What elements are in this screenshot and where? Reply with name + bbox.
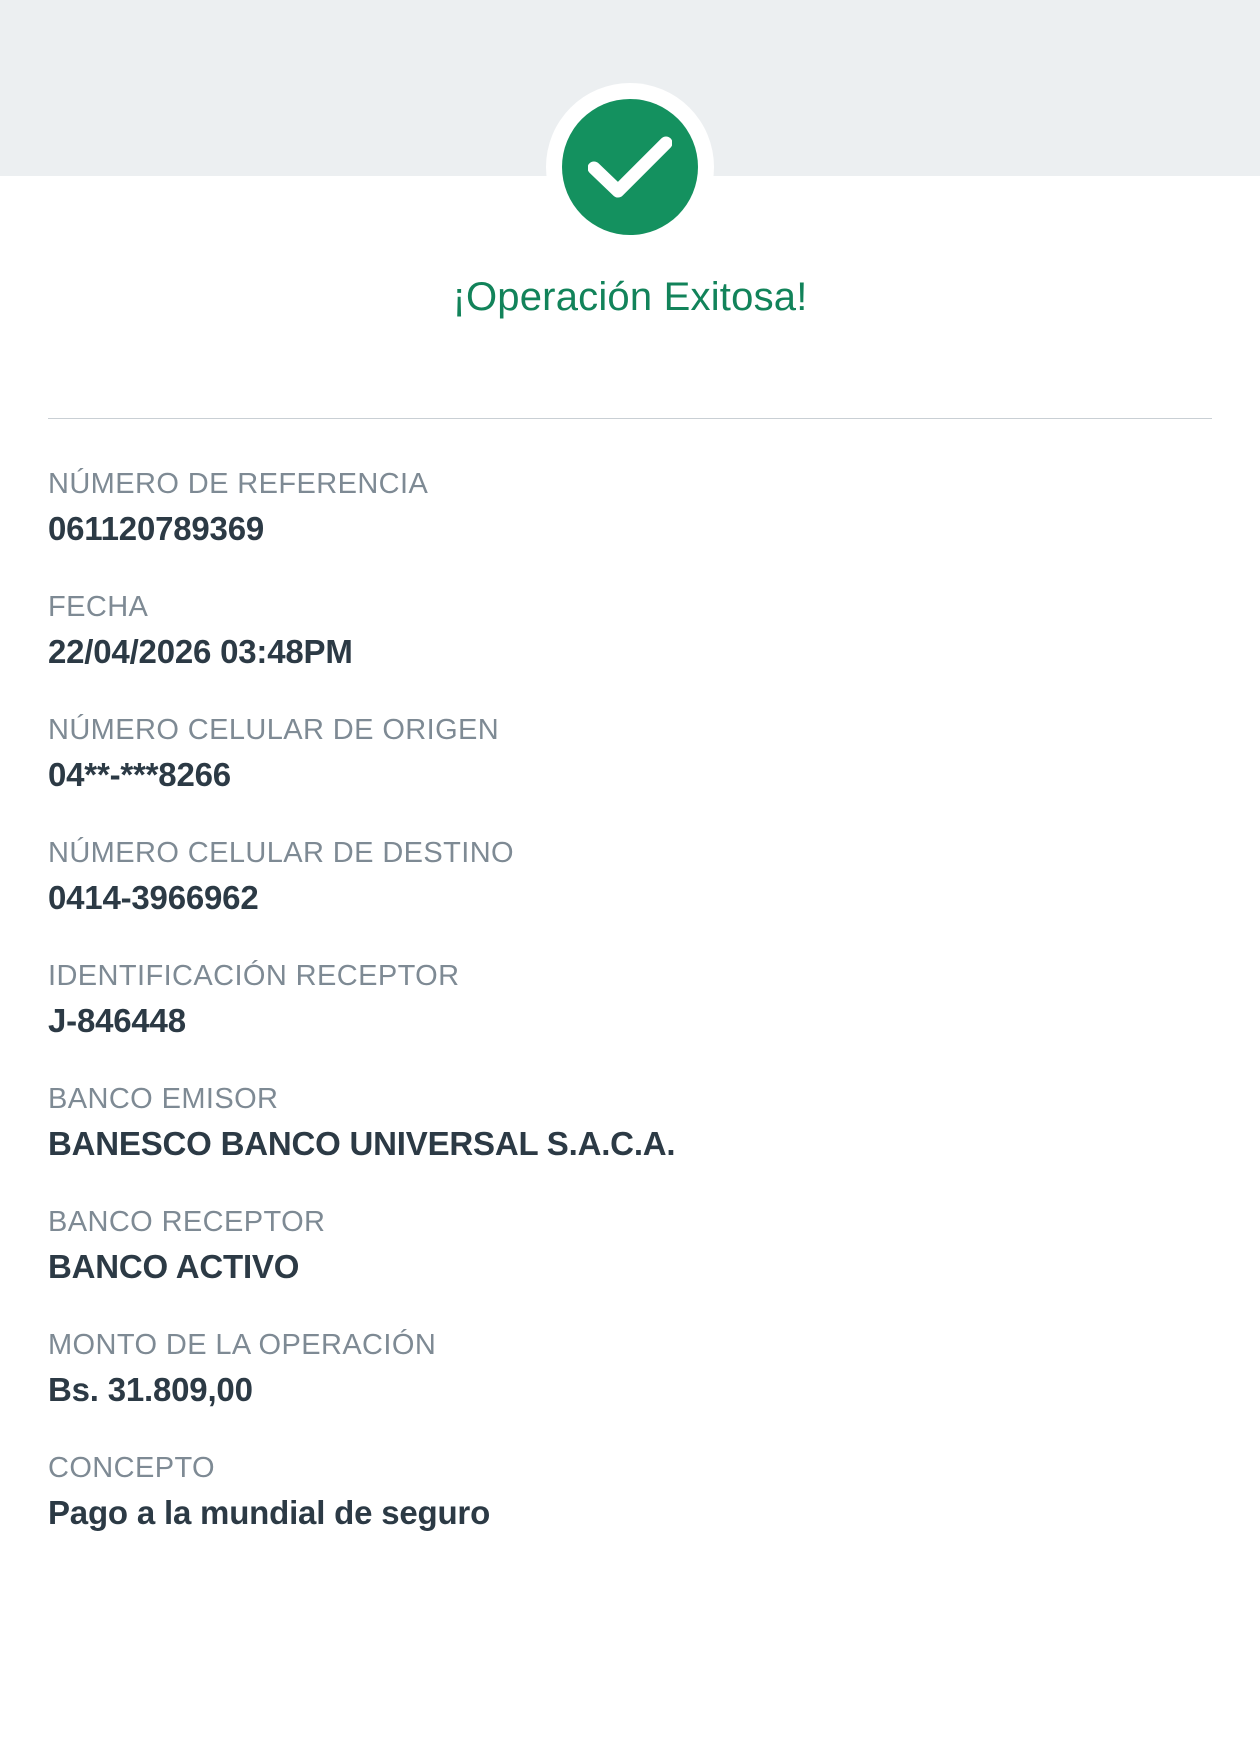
receipt-field-date <box>48 591 1212 672</box>
field-label: NÚMERO CELULAR DE DESTINO <box>48 836 515 869</box>
receipt-field-receiving-bank <box>48 1206 1212 1287</box>
field-label: BANCO EMISOR <box>48 1082 279 1115</box>
field-label: BANCO RECEPTOR <box>48 1205 326 1238</box>
success-badge <box>0 83 1260 251</box>
field-value: 04**-***8266 <box>48 756 231 794</box>
field-label: FECHA <box>48 590 149 623</box>
receipt-field-destination-phone <box>48 837 1212 918</box>
receipt-field-issuing-bank <box>48 1083 1212 1164</box>
field-label: MONTO DE LA OPERACIÓN <box>48 1328 437 1361</box>
title-divider <box>48 418 1212 419</box>
receipt-field-receiver-id <box>48 960 1212 1041</box>
receipt-field-reference <box>48 468 1212 549</box>
field-value: Pago a la mundial de seguro <box>48 1493 491 1531</box>
receipt-details-list <box>48 468 1212 1532</box>
field-label: NÚMERO CELULAR DE ORIGEN <box>48 713 500 746</box>
check-circle-icon <box>562 99 698 235</box>
field-label: NÚMERO DE REFERENCIA <box>48 468 429 500</box>
receipt-field-concept <box>48 1452 1212 1533</box>
field-value: Bs. 31.809,00 <box>48 1370 253 1408</box>
field-value: 061120789369 <box>48 510 265 548</box>
success-badge-ring <box>546 83 714 251</box>
receipt-field-amount <box>48 1329 1212 1410</box>
field-value: 22/04/2026 03:48PM <box>48 633 353 671</box>
field-value: 0414-3966962 <box>48 879 259 917</box>
field-value: J-846448 <box>48 1002 186 1040</box>
field-label: IDENTIFICACIÓN RECEPTOR <box>48 959 460 992</box>
receipt-field-origin-phone <box>48 714 1212 795</box>
field-value: BANCO ACTIVO <box>48 1247 300 1285</box>
page-title: ¡Operación Exitosa! <box>452 275 808 319</box>
field-value: BANESCO BANCO UNIVERSAL S.A.C.A. <box>48 1125 676 1163</box>
field-label: CONCEPTO <box>48 1451 216 1484</box>
